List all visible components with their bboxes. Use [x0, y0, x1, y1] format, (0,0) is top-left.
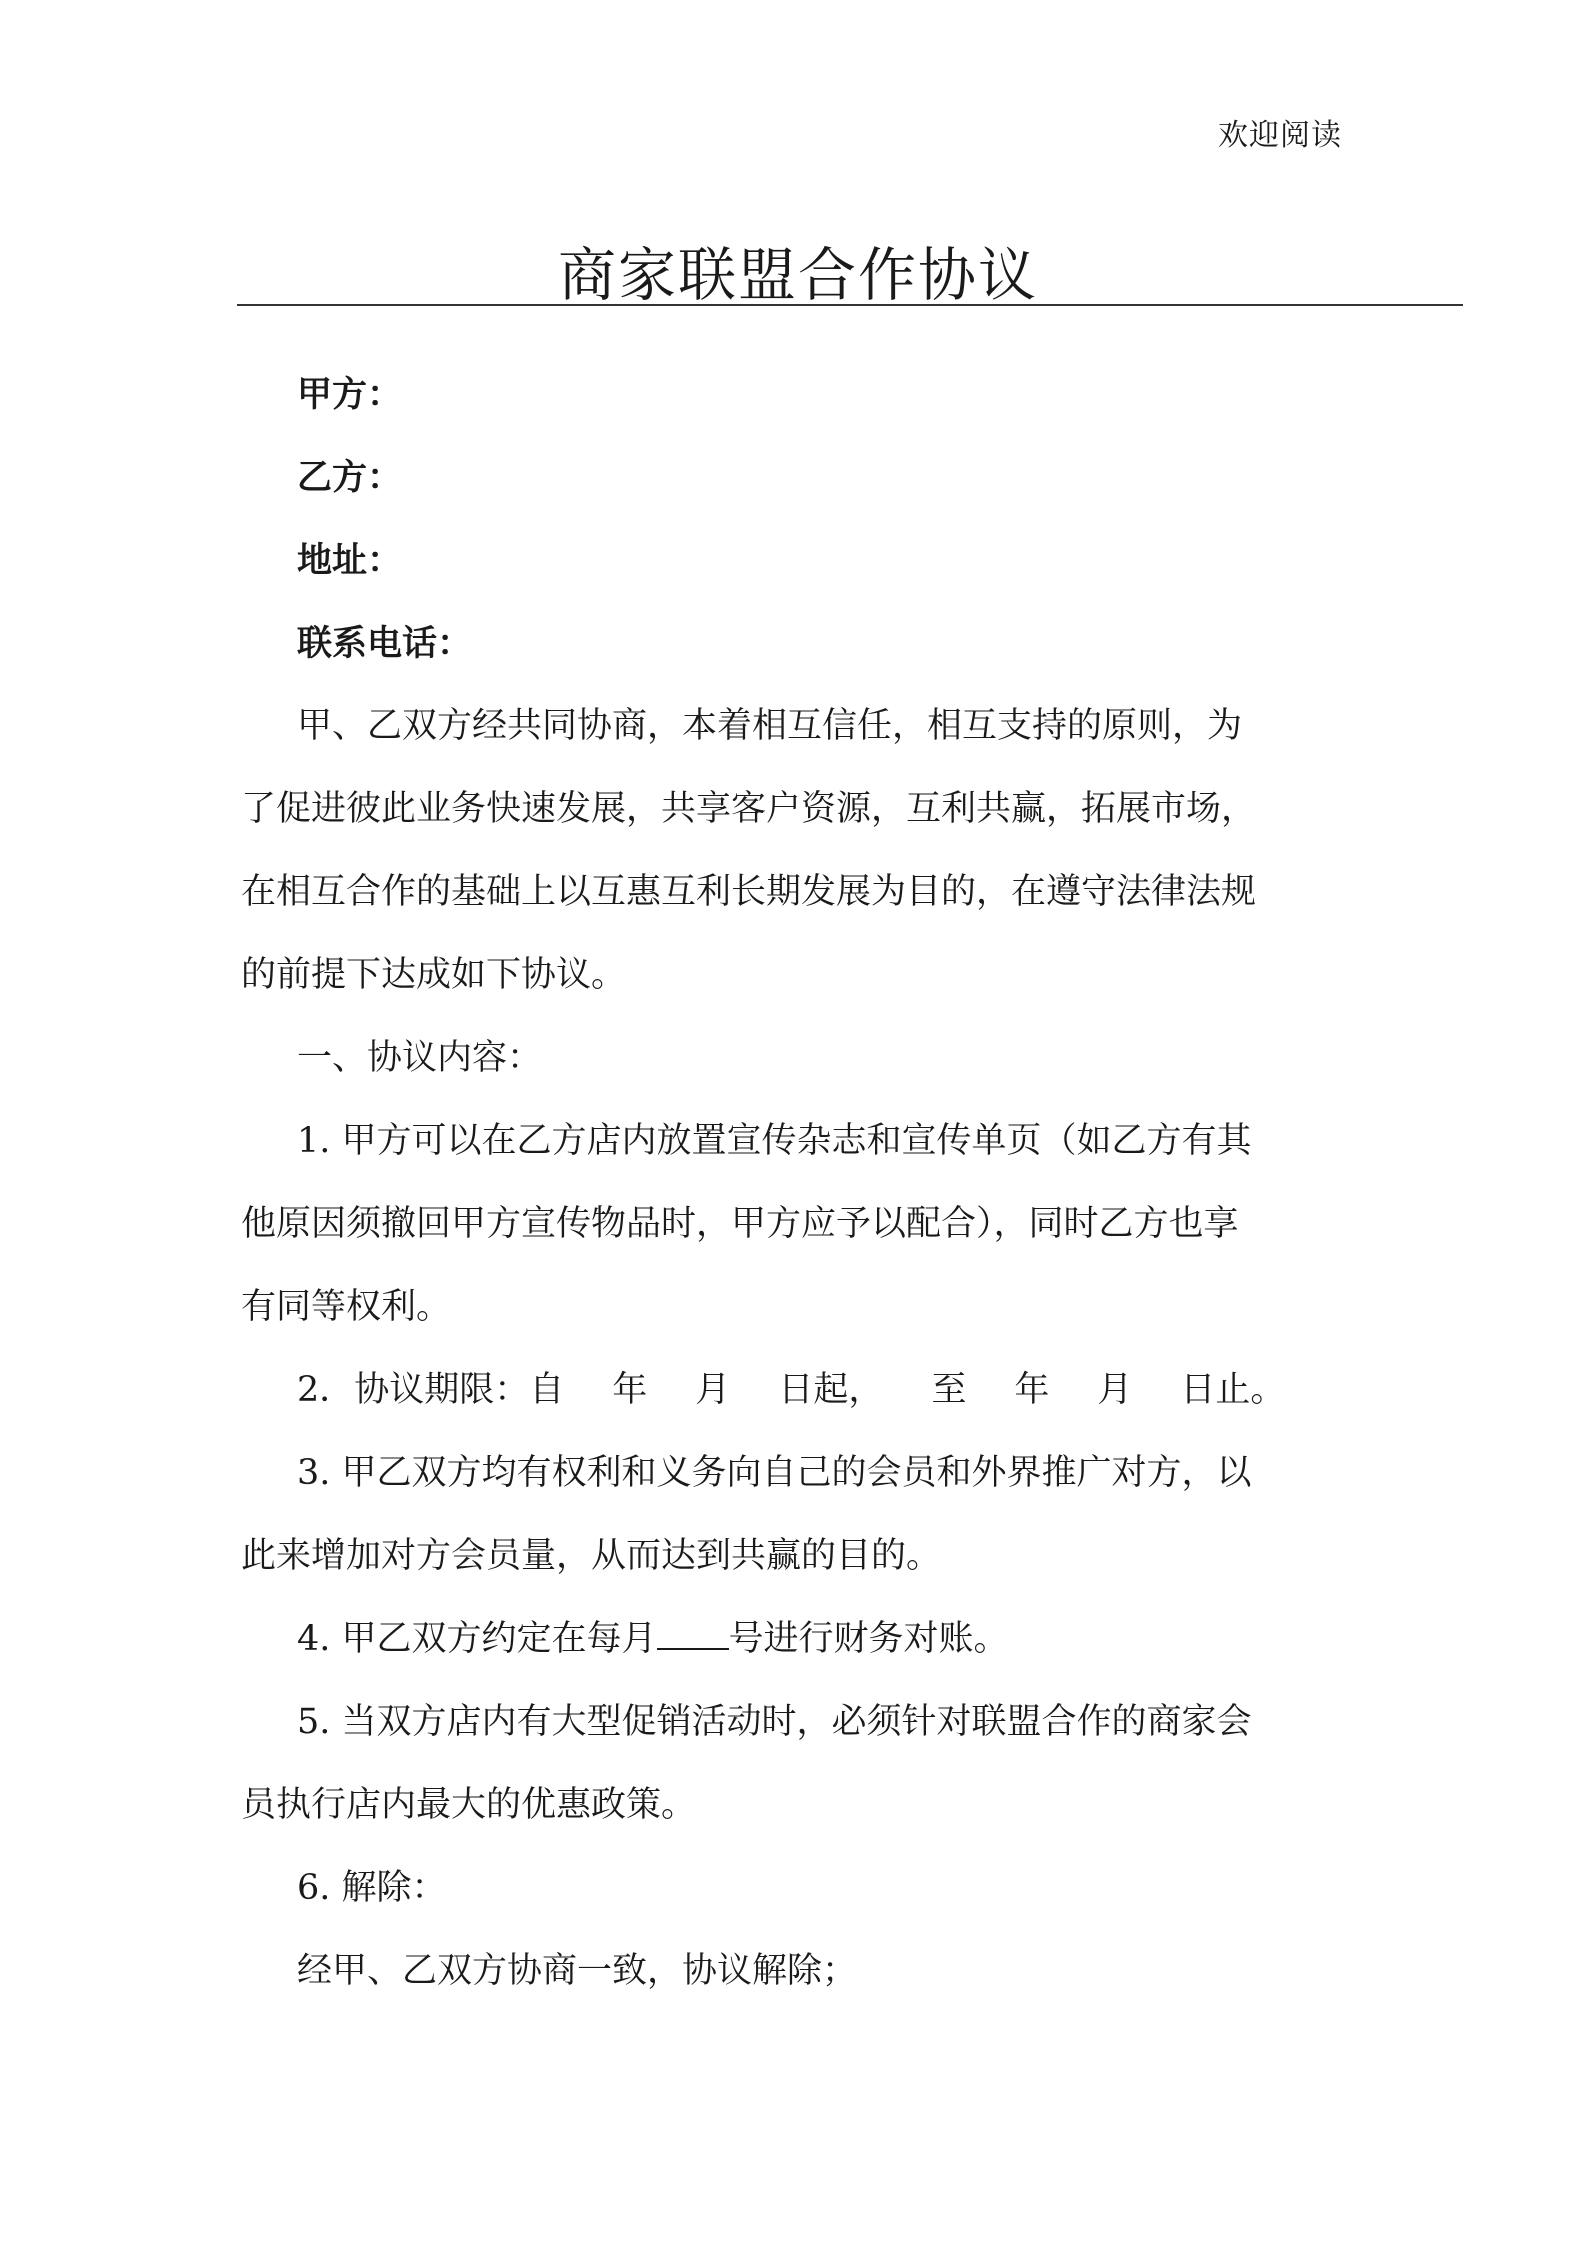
document-title: 商家联盟合作协议: [557, 241, 1038, 309]
party-a-label: 甲方：: [297, 374, 403, 415]
term-day-end: 日止。: [1180, 1370, 1286, 1410]
term-day-start: 日起，: [778, 1370, 884, 1410]
term-prefix: 2．协议期限：自: [297, 1370, 565, 1410]
clause-4-reconciliation: [241, 1598, 1341, 1681]
clause-3-line: 3. 甲乙双方均有权利和义务向自己的会员和外界推广对方，以: [297, 1453, 1252, 1493]
title-divider: [237, 304, 1463, 306]
intro-line: 的前提下达成如下协议。: [241, 955, 627, 995]
document-body: [241, 353, 1341, 2013]
term-year-start: 年: [612, 1370, 648, 1410]
term-year-end: 年: [1014, 1370, 1050, 1410]
term-month-end: 月: [1097, 1370, 1133, 1410]
day-blank: [657, 1618, 729, 1650]
phone-label: 联系电话：: [297, 623, 473, 664]
party-b-label: 乙方：: [297, 457, 403, 498]
address-label: 地址：: [297, 540, 403, 581]
intro-line: 在相互合作的基础上以互惠互利长期发展为目的，在遵守法律法规: [241, 872, 1257, 912]
term-month-start: 月: [695, 1370, 731, 1410]
section-heading: 一、协议内容：: [297, 1038, 543, 1078]
clause-3-line: 此来增加对方会员量，从而达到共赢的目的。: [241, 1536, 942, 1576]
intro-line: 甲、乙双方经共同协商，本着相互信任，相互支持的原则，为: [297, 706, 1243, 746]
clause-6-detail: 经甲、乙双方协商一致，协议解除；: [297, 1951, 858, 1991]
clause-1-line: 1. 甲方可以在乙方店内放置宣传杂志和宣传单页（如乙方有其: [297, 1121, 1252, 1161]
intro-line: 了促进彼此业务快速发展，共享客户资源，互利共赢，拓展市场，: [241, 789, 1257, 829]
clause-5-line: 员执行店内最大的优惠政策。: [241, 1785, 697, 1825]
clause-6-heading: 6. 解除：: [297, 1868, 447, 1908]
clause-1-line: 他原因须撤回甲方宣传物品时，甲方应予以配合），同时乙方也享: [241, 1204, 1239, 1244]
header-note: 欢迎阅读: [1218, 118, 1342, 153]
clause-4-prefix: 4. 甲乙双方约定在每月: [297, 1619, 657, 1659]
clause-5-line: 5. 当双方店内有大型促销活动时，必须针对联盟合作的商家会: [297, 1702, 1252, 1742]
clause-4-suffix: 号进行财务对账。: [728, 1619, 1009, 1659]
clause-1-line: 有同等权利。: [241, 1287, 452, 1327]
term-to: 至: [931, 1370, 967, 1410]
clause-2-term: [241, 1349, 1341, 1432]
